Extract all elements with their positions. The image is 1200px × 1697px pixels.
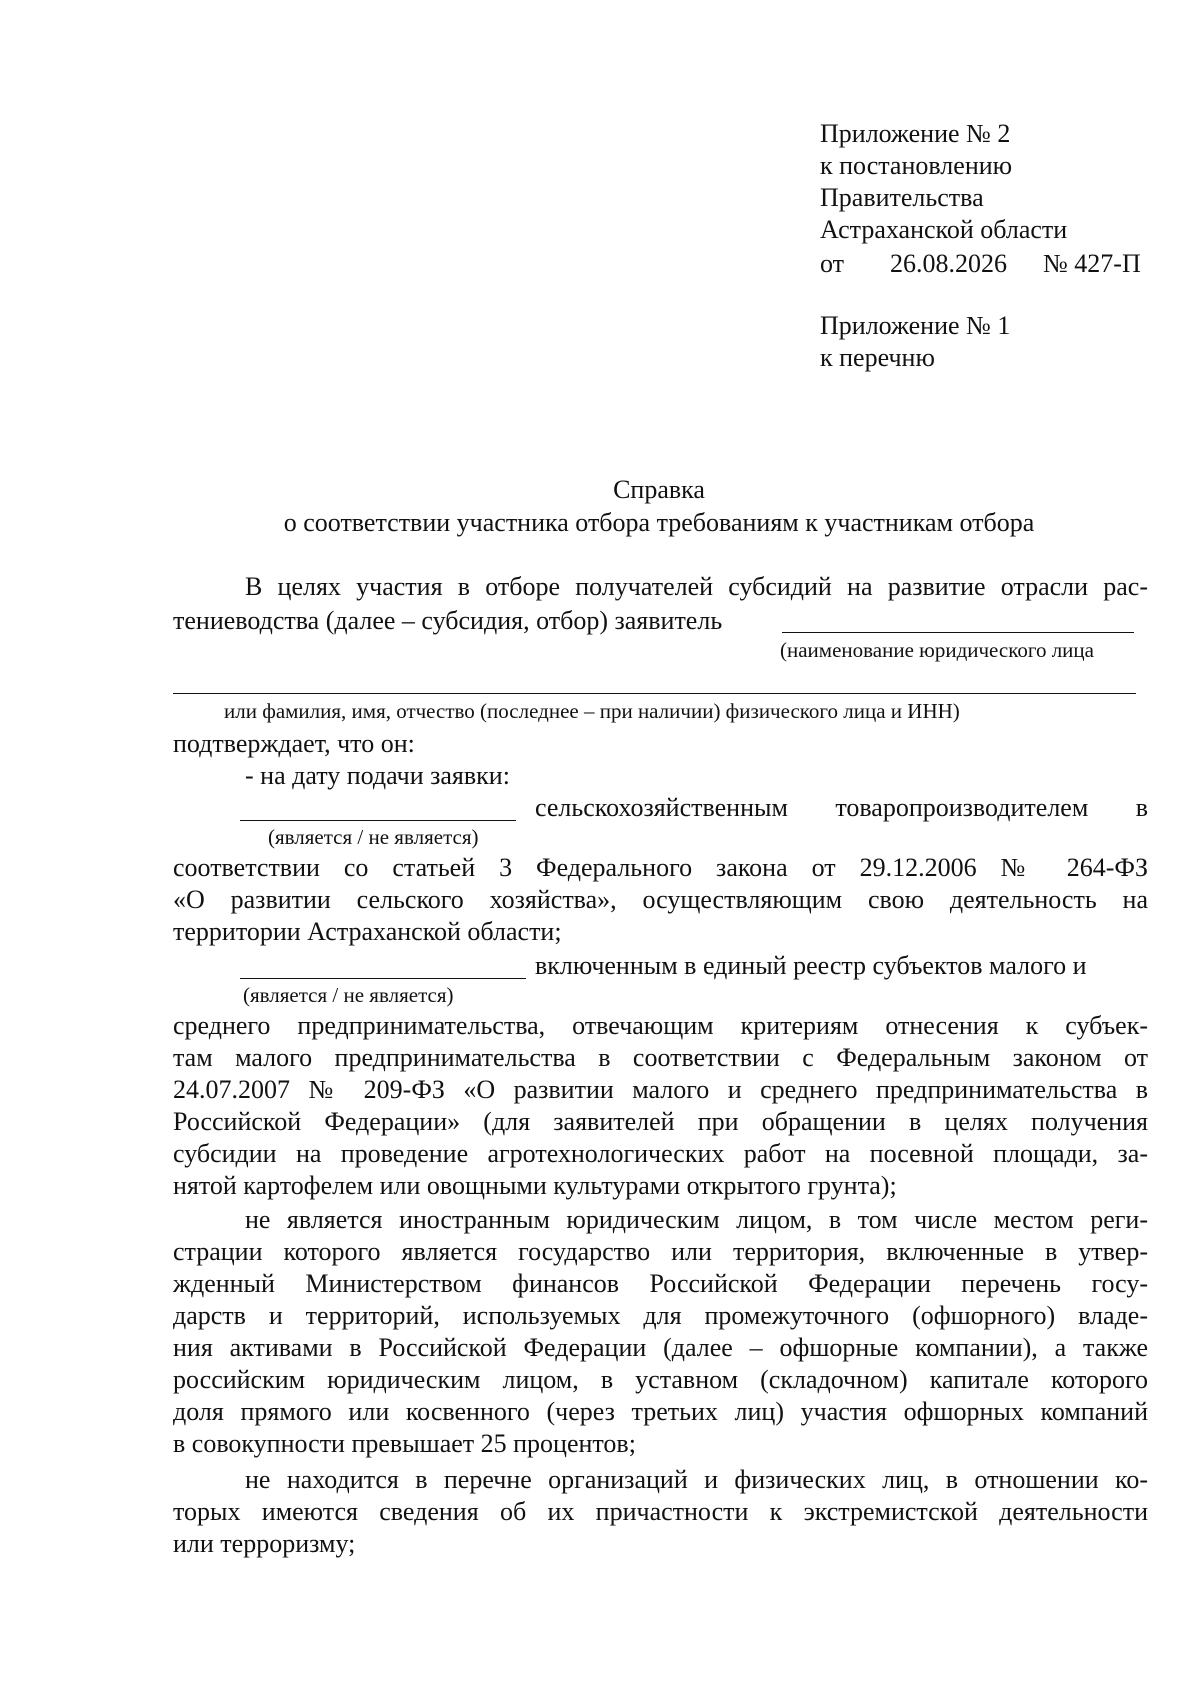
item2-line-4: 24.07.2007 № 209-ФЗ «О развитии малого и среднего предпринимательства в <box>173 1075 1148 1104</box>
caption-legal-entity: (наименование юридического лица <box>780 638 1094 662</box>
item3-line-8: в совокупности превышает 25 процентов; <box>173 1429 636 1458</box>
status-blank-2 <box>240 978 526 979</box>
appendix-2-label: Приложение № 2 <box>820 119 1011 148</box>
caption-individual: или фамилия, имя, отчество (последнее – при наличии) физического лица и ИНН) <box>224 699 960 723</box>
item3-line-7: доля прямого или косвенного (через третьих лиц) участия офшорных компаний <box>173 1397 1148 1426</box>
document-title: Справка <box>613 475 705 504</box>
item3-line-3: жденный Министерством финансов Российской Федерации перечень госу- <box>173 1269 1148 1298</box>
intro-line-1: В целях участия в отборе получателей субсидий на развитие отрасли рас- <box>245 572 1148 601</box>
item3-line-5: ния активами в Российской Федерации (далее – офшорные компании), а также <box>173 1333 1148 1362</box>
item4-line-2: торых имеются сведения об их причастности к экстремистской деятельности <box>173 1497 1148 1526</box>
item2-line-6: субсидии на проведение агротехнологических работ на посевной площади, за- <box>173 1139 1148 1168</box>
region-label: Астраханской области <box>820 215 1068 244</box>
item1-line-1: сельскохозяйственным товаропроизводителем в <box>535 793 1148 822</box>
item1-line-3: «О развитии сельского хозяйства», осуществляющим свою деятельность на <box>173 885 1148 914</box>
government-label: Правительства <box>820 183 984 212</box>
item2-line-3: там малого предпринимательства в соответствии с Федеральным законом от <box>173 1043 1148 1072</box>
resolution-number: № 427-П <box>1043 249 1141 278</box>
to-resolution-label: к постановлению <box>820 151 1013 180</box>
applicant-name-blank-2 <box>173 693 1136 694</box>
date-prefix: от <box>820 249 845 278</box>
item3-line-1: не является иностранным юридическим лицом, в том числе местом реги- <box>245 1205 1148 1234</box>
item3-line-4: дарств и территорий, используемых для промежуточного (офшорного) владе- <box>173 1301 1148 1330</box>
document-subtitle: о соответствии участника отбора требованиям к участникам отбора <box>283 508 1035 537</box>
appendix-1-label: Приложение № 1 <box>820 311 1011 340</box>
item1-line-4: территории Астраханской области; <box>173 917 562 946</box>
item4-line-1: не находится в перечне организаций и физических лиц, в отношении ко- <box>245 1465 1148 1494</box>
date-of-application-line: - на дату подачи заявки: <box>245 761 510 790</box>
item3-line-2: страции которого является государство или территория, включенные в утвер- <box>173 1237 1148 1266</box>
resolution-date: 26.08.2026 <box>890 249 1007 278</box>
item4-line-3: или терроризму; <box>173 1529 356 1558</box>
status-caption-1: (является / не является) <box>268 825 479 849</box>
confirms-line: подтверждает, что он: <box>173 729 415 758</box>
applicant-name-blank <box>782 632 1134 633</box>
item1-line-2: соответствии со статьей 3 Федерального закона от 29.12.2006 № 264-ФЗ <box>173 853 1148 882</box>
to-list-label: к перечню <box>820 343 935 372</box>
item2-line-2: среднего предпринимательства, отвечающим критериям отнесения к субъек- <box>173 1011 1148 1040</box>
intro-line-2: тениеводства (далее – субсидия, отбор) заявитель <box>173 606 723 635</box>
item2-line-5: Российской Федерации» (для заявителей при обращении в целях получения <box>173 1107 1148 1136</box>
status-blank-1 <box>240 820 516 821</box>
item2-line-1: включенным в единый реестр субъектов малого и <box>535 951 1087 980</box>
status-caption-2: (является / не является) <box>243 983 454 1007</box>
item3-line-6: российским юридическим лицом, в уставном (складочном) капитале которого <box>173 1365 1148 1394</box>
item2-line-7: нятой картофелем или овощными культурами открытого грунта); <box>173 1171 897 1200</box>
